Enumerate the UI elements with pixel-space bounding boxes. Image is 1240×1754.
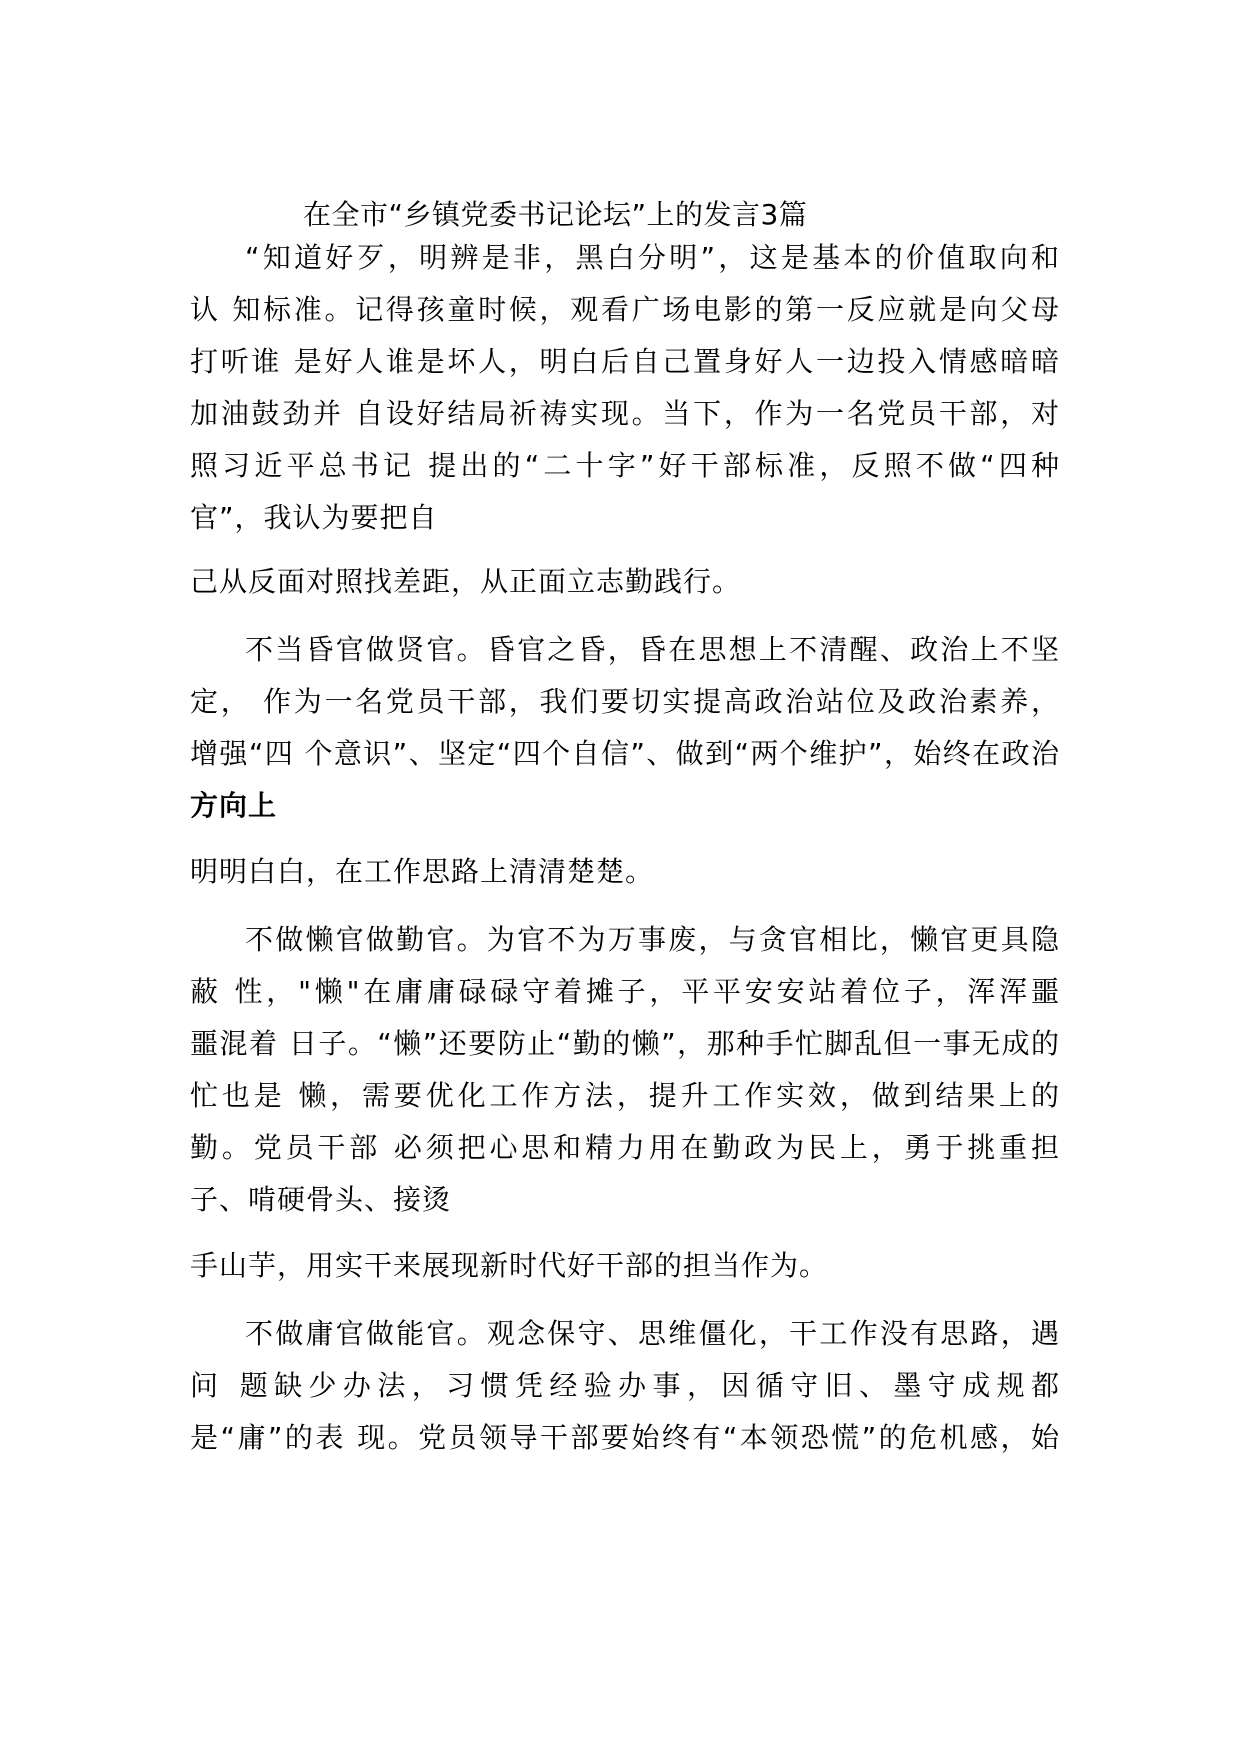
text-line: 噩混着 日子。“懒”还要防止“勤的懒”，那种手忙脚乱但一事无成的 (190, 1027, 1060, 1060)
text-line: 官”，我认为要把自 (190, 501, 438, 534)
document-title: 在全市“乡镇党委书记论坛”上的发言3篇 (303, 198, 808, 231)
text-line: 认 知标准。记得孩童时候，观看广场电影的第一反应就是向父母 (190, 293, 1060, 326)
text-line: 明明白白，在工作思路上清清楚楚。 (190, 855, 655, 888)
text-line: “知道好歹，明辨是非，黑白分明”，这是基本的价值取向和 (245, 241, 1060, 274)
text-line: 打听谁 是好人谁是坏人，明白后自己置身好人一边投入情感暗暗 (190, 345, 1060, 378)
text-line: 增强“四 个意识”、坚定“四个自信”、做到“两个维护”，始终在政治 (190, 737, 1060, 770)
text-line: 不做庸官做能官。观念保守、思维僵化，干工作没有思路，遇 (245, 1317, 1060, 1350)
text-line: 不当昏官做贤官。昏官之昏，昏在思想上不清醒、政治上不坚 (245, 633, 1060, 666)
text-line: 勤。党员干部 必须把心思和精力用在勤政为民上，勇于挑重担 (190, 1131, 1060, 1164)
text-line: 问 题缺少办法，习惯凭经验办事，因循守旧、墨守成规都 (190, 1369, 1060, 1402)
text-line: 加油鼓劲并 自设好结局祈祷实现。当下，作为一名党员干部，对 (190, 397, 1060, 430)
text-line: 己从反面对照找差距，从正面立志勤践行。 (190, 565, 742, 598)
text-line: 忙也是 懒，需要优化工作方法，提升工作实效，做到结果上的 (190, 1079, 1060, 1112)
text-line: 方向上 (190, 789, 278, 822)
text-line: 照习近平总书记 提出的“二十字”好干部标准，反照不做“四种 (190, 449, 1060, 482)
text-line: 子、啃硬骨头、接烫 (190, 1183, 452, 1216)
text-line: 手山芋，用实干来展现新时代好干部的担当作为。 (190, 1249, 829, 1282)
text-line: 定， 作为一名党员干部，我们要切实提高政治站位及政治素养， (190, 685, 1060, 718)
text-line: 蔽 性，"懒"在庸庸碌碌守着摊子，平平安安站着位子，浑浑噩 (190, 975, 1060, 1008)
text-line: 不做懒官做勤官。为官不为万事废，与贪官相比，懒官更具隐 (245, 923, 1060, 956)
text-line: 是“庸”的表 现。党员领导干部要始终有“本领恐慌”的危机感，始 (190, 1421, 1060, 1454)
